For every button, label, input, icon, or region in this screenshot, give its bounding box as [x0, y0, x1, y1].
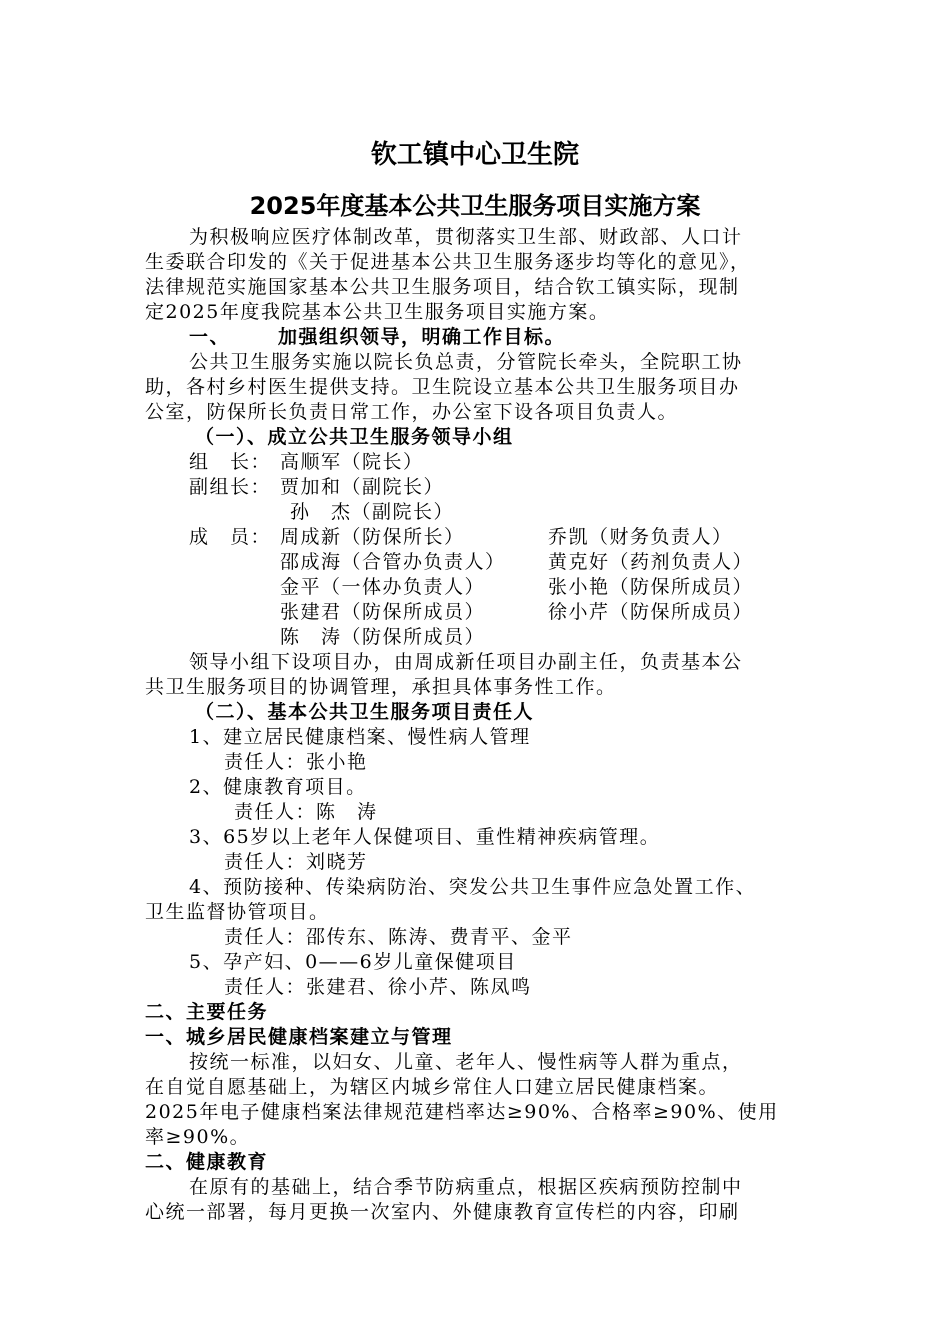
item4-title: 4、预防接种、传染病防治、突发公共卫生事件应急处置工作、 — [189, 876, 757, 898]
deputy-label: 副组长： — [189, 476, 272, 498]
tasks-heading: 二、主要任务 — [145, 1001, 269, 1023]
tasks-sub1-para-1: 按统一标准，以妇女、儿童、老年人、慢性病等人群为重点， — [189, 1051, 743, 1073]
section1-para-2: 助，各村乡村医生提供支持。卫生院设立基本公共卫生服务项目办 — [145, 376, 740, 398]
deputy-1: 贾加和（副院长） — [280, 476, 445, 498]
deputy-2: 孙 杰（副院长） — [290, 501, 455, 523]
item1-title: 1、建立居民健康档案、慢性病人管理 — [189, 726, 531, 748]
member-right-3: 张小艳（防保所成员） — [548, 576, 754, 598]
responsible-heading: （二）、基本公共卫生服务项目责任人 — [195, 701, 535, 723]
document-title-org: 钦工镇中心卫生院 — [370, 140, 579, 170]
member-label: 成 员： — [189, 526, 272, 548]
member-right-4: 徐小芹（防保所成员） — [548, 601, 754, 623]
tasks-sub1-para-2: 在自觉自愿基础上，为辖区内城乡常住人口建立居民健康档案。 — [145, 1076, 720, 1098]
member-left-2: 邵成海（合管办负责人） — [280, 551, 506, 573]
group-note-2: 共卫生服务项目的协调管理，承担具体事务性工作。 — [145, 676, 617, 698]
intro-line-3: 法律规范实施国家基本公共卫生服务项目，结合钦工镇实际，现制 — [145, 276, 740, 298]
leader-label: 组 长： — [189, 451, 272, 473]
group-note-1: 领导小组下设项目办，由周成新任项目办副主任，负责基本公 — [189, 651, 743, 673]
intro-line-4: 定2025年度我院基本公共卫生服务项目实施方案。 — [145, 301, 610, 323]
section1-heading: 加强组织领导，明确工作目标。 — [278, 326, 566, 348]
group-heading: （一）、成立公共卫生服务领导小组 — [195, 426, 514, 448]
item4-person: 责任人：邵传东、陈涛、费青平、金平 — [224, 926, 573, 948]
item1-person: 责任人：张小艳 — [224, 751, 368, 773]
tasks-sub1-heading: 一、城乡居民健康档案建立与管理 — [145, 1026, 453, 1048]
member-right-2: 黄克好（药剂负责人） — [548, 551, 754, 573]
item5-title: 5、孕产妇、0——6岁儿童保健项目 — [189, 951, 517, 973]
member-left-5: 陈 涛（防保所成员） — [280, 626, 486, 648]
member-left-4: 张建君（防保所成员） — [280, 601, 486, 623]
item5-person: 责任人：张建君、徐小芹、陈凤鸣 — [224, 976, 532, 998]
tasks-sub1-para-3: 2025年电子健康档案法律规范建档率达≥90%、合格率≥90%、使用 — [145, 1101, 779, 1123]
section1-number: 一、 — [189, 326, 231, 348]
member-left-1: 周成新（防保所长） — [280, 526, 465, 548]
tasks-sub2-para-2: 心统一部署，每月更换一次室内、外健康教育宣传栏的内容，印刷 — [145, 1201, 740, 1223]
section1-para-1: 公共卫生服务实施以院长负总责，分管院长牵头，全院职工协 — [189, 351, 743, 373]
item4-title-cont: 卫生监督协管项目。 — [145, 901, 330, 923]
intro-line-2: 生委联合印发的《关于促进基本公共卫生服务逐步均等化的意见》， — [145, 251, 751, 273]
member-right-1: 乔凯（财务负责人） — [548, 526, 733, 548]
item2-person: 责任人：陈 涛 — [234, 801, 378, 823]
document-title-plan: 2025年度基本公共卫生服务项目实施方案 — [249, 192, 701, 220]
section1-para-3: 公室，防保所长负责日常工作，办公室下设各项目负责人。 — [145, 401, 679, 423]
item3-title: 3、65岁以上老年人保健项目、重性精神疾病管理。 — [189, 826, 661, 848]
tasks-sub1-para-4: 率≥90%。 — [145, 1126, 251, 1148]
item2-title: 2、健康教育项目。 — [189, 776, 367, 798]
intro-line-1: 为积极响应医疗体制改革，贯彻落实卫生部、财政部、人口计 — [189, 226, 743, 248]
member-left-3: 金平（一体办负责人） — [280, 576, 486, 598]
tasks-sub2-heading: 二、健康教育 — [145, 1151, 269, 1173]
tasks-sub2-para-1: 在原有的基础上，结合季节防病重点，根据区疾病预防控制中 — [189, 1176, 743, 1198]
item3-person: 责任人：刘晓芳 — [224, 851, 368, 873]
leader-name: 高顺军（院长） — [280, 451, 424, 473]
